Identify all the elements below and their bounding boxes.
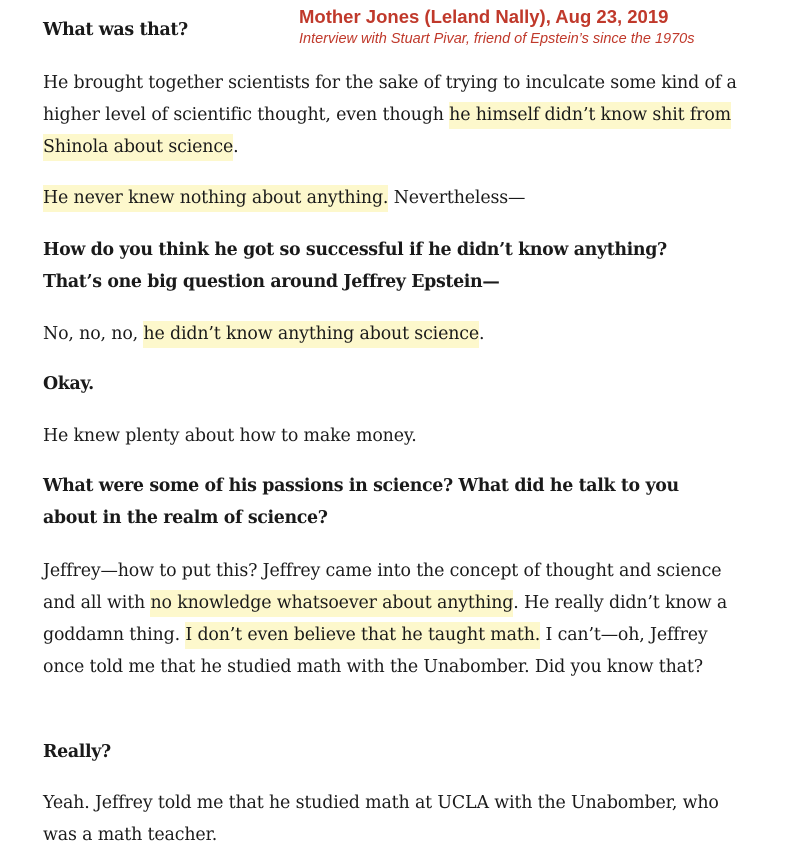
text-segment: Jeffrey—how to put this? Jeffrey came into the concept of thought and science and all with [43,561,722,613]
text-segment: He knew plenty about how to make money. [43,426,417,446]
question-paragraph [43,234,703,298]
answer-paragraph [43,787,743,851]
answer-paragraph [43,318,743,350]
text-segment: . [233,137,239,157]
question-paragraph [43,470,703,534]
text-segment: . He really didn’t know a goddamn thing. [43,593,728,645]
text-segment: I can’t—oh, Jeffrey once told me that he studied math with the Unabomber. Did you know that? [43,625,708,677]
answer-paragraph [43,67,743,163]
answer-paragraph [43,420,743,452]
highlighted-text: He never knew nothing about anything. [43,185,388,212]
question-paragraph [43,368,743,400]
text-segment: . [479,324,485,344]
highlighted-text: he didn’t know anything about science [143,321,479,348]
text-segment: Yeah. Jeffrey told me that he studied math at UCLA with the Unabomber, who was a math teacher. [43,793,719,845]
text-segment: How do you think he got so successful if he didn’t know anything? That’s one big question around Jeffrey Epstein— [43,240,667,292]
source-caption [299,5,694,49]
text-segment: He brought together scientists for the sake of trying to inculcate some kind of a higher level of scientific thought, even though [43,73,737,125]
text-segment: Really? [43,742,111,762]
text-segment: What was that? [43,20,188,40]
answer-paragraph [43,555,743,683]
highlighted-text: no knowledge whatsoever about anything [150,590,513,617]
question-paragraph [43,14,293,46]
text-segment: What were some of his passions in science? What did he talk to you about in the realm of science? [43,476,679,528]
answer-paragraph [43,182,743,214]
highlighted-text: he himself didn’t know shit from Shinola about science [43,102,731,161]
highlighted-text: I don’t even believe that he taught math. [185,622,540,649]
text-segment: No, no, no, [43,324,144,344]
source-title: Mother Jones (Leland Nally), Aug 23, 2019 [299,6,669,27]
text-segment: Nevertheless— [388,188,526,208]
source-subtitle: Interview with Stuart Pivar, friend of Epstein’s since the 1970s [299,31,695,47]
text-segment: Okay. [43,374,94,394]
question-paragraph [43,736,743,768]
